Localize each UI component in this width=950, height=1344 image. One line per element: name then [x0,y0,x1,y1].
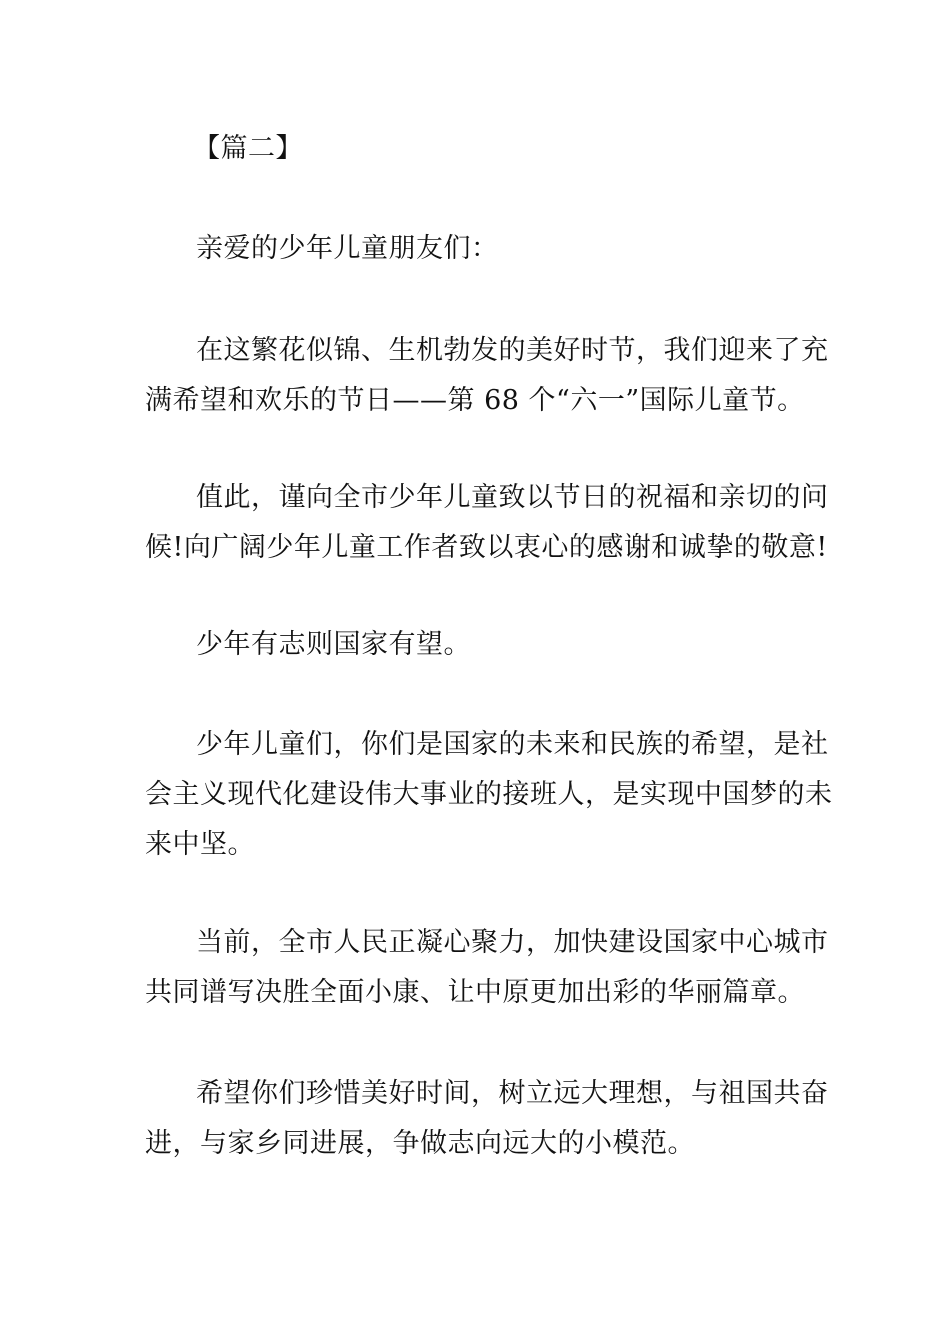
paragraph-line: 满希望和欢乐的节日——第 68 个“六一”国际儿童节。 [145,385,805,416]
paragraph-line: 在这繁花似锦、生机勃发的美好时节，我们迎来了充 [196,335,829,366]
paragraph-greetings [145,473,829,573]
section-heading [145,124,810,174]
paragraph-hope [145,1069,829,1169]
paragraph-line: 会主义现代化建设伟大事业的接班人，是实现中国梦的未 [145,779,833,810]
paragraph-line: 进，与家乡同进展，争做志向远大的小模范。 [145,1128,695,1159]
paragraph-aspiration [145,620,810,670]
paragraph-line: 共同谱写决胜全面小康、让中原更加出彩的华丽篇章。 [145,977,805,1008]
paragraph-line: 少年有志则国家有望。 [196,629,471,660]
paragraph-line: 当前，全市人民正凝心聚力，加快建设国家中心城市 [196,927,829,958]
paragraph-line: 希望你们珍惜美好时间，树立远大理想，与祖国共奋 [196,1078,829,1109]
paragraph-line: 少年儿童们，你们是国家的未来和民族的希望，是社 [196,729,829,760]
paragraph-line: 候!向广阔少年儿童工作者致以衷心的感谢和诚挚的敬意! [145,532,828,563]
paragraph-festival [145,326,829,426]
paragraph-greeting [145,224,810,274]
paragraph-city [145,918,829,1018]
heading-text: 【篇二】 [193,133,303,164]
paragraph-line: 来中坚。 [145,829,255,860]
paragraph-line: 值此，谨向全市少年儿童致以节日的祝福和亲切的问 [196,482,829,513]
paragraph-line: 亲爱的少年儿童朋友们： [196,233,499,264]
paragraph-future [145,720,833,870]
